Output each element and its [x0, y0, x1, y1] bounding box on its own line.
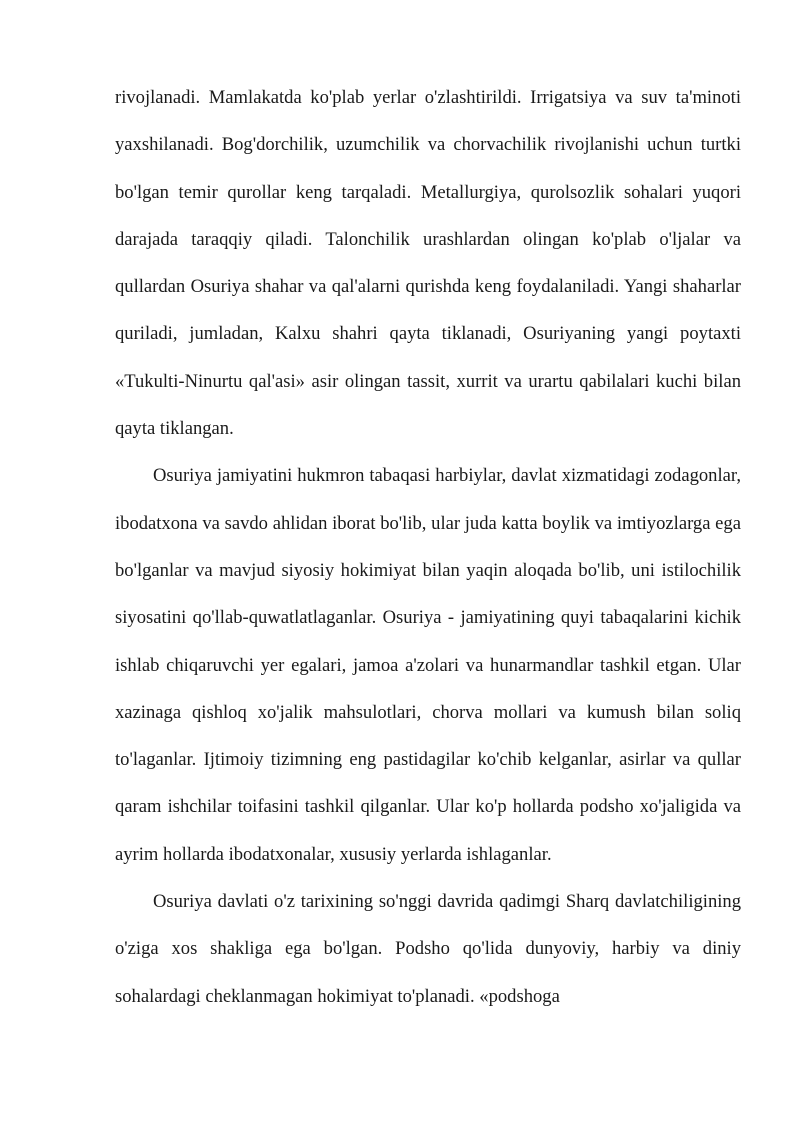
- paragraph-3: Osuriya davlati o'z tarixining so'nggi davrida qadimgi Sharq davlatchiligining o'ziga xos shakliga ega bo'lgan. Podsho qo'lida dunyoviy, harbiy va diniy sohalardagi cheklanmagan hokimiyat to'planadi. «podshoga: [115, 891, 741, 1007]
- paragraph-2: Osuriya jamiyatini hukmron tabaqasi harbiylar, davlat xizmatidagi zodagonlar, ibodatxona va savdo ahlidan iborat bo'lib, ular juda katta boylik va imtiyozlarga ega bo'lganlar va mavjud siyosiy hokimiyat bilan yaqin aloqada bo'lib, uni istilochilik siyosatini qo'llab-quwatlatlaganlar. Osuriya - jamiyatining quyi tabaqalarini kichik ishlab chiqaruvchi yer egalari, jamoa a'zolari va hunarmandlar tashkil etgan. Ular xazinaga qishloq xo'jalik mahsulotlari, chorva mollari va kumush bilan soliq to'laganlar. Ijtimoiy tizimning eng pastidagilar ko'chib kelganlar, asirlar va qullar qaram ishchilar toifasini tashkil qilganlar. Ular ko'p hollarda podsho xo'jaligida va ayrim hollarda ibodatxonalar, xususiy yerlarda ishlaganlar.: [115, 465, 741, 865]
- body-text: [115, 74, 741, 1020]
- paragraph-1: rivojlanadi. Mamlakatda ko'plab yerlar o'zlashtirildi. Irrigatsiya va suv ta'minoti yaxshilanadi. Bog'dorchilik, uzumchilik va chorvachilik rivojlanishi uchun turtki bo'lgan temir qurollar keng tarqaladi. Metallurgiya, qurolsozlik sohalari yuqori darajada taraqqiy qiladi. Talonchilik urashlardan olingan ko'plab o'ljalar va qullardan Osuriya shahar va qal'alarni qurishda keng foydalaniladi. Yangi shaharlar quriladi, jumladan, Kalxu shahri qayta tiklanadi, Osuriyaning yangi poytaxti «Tukulti-Ninurtu qal'asi» asir olingan tassit, xurrit va urartu qabilalari kuchi bilan qayta tiklangan.: [115, 87, 741, 440]
